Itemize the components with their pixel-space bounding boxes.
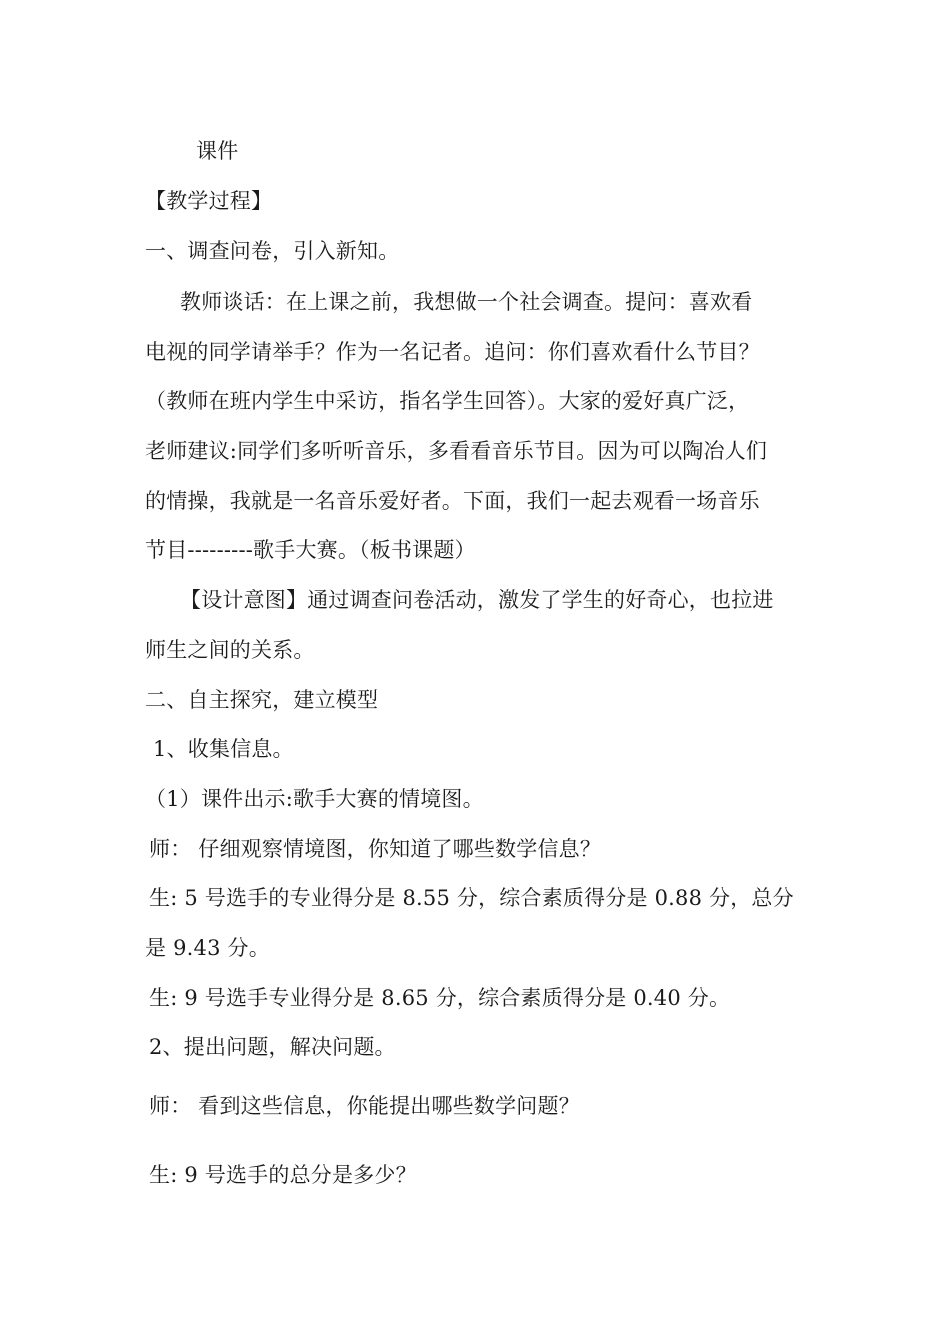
design-intent-line: 师生之间的关系。 [145, 638, 315, 662]
paragraph-line: （教师在班内学生中采访，指名学生回答）。大家的爱好真广泛， [145, 389, 750, 413]
dialogue-line-student: 生: 9 号选手的总分是多少？ [149, 1163, 417, 1187]
dialogue-line-teacher: 师： 仔细观察情境图，你知道了哪些数学信息？ [149, 837, 602, 861]
paragraph-line: 的情操，我就是一名音乐爱好者。下面，我们一起去观看一场音乐 [145, 489, 760, 513]
paragraph-line: 教师谈话：在上课之前，我想做一个社会调查。提问：喜欢看 [180, 290, 753, 314]
paragraph-line: 电视的同学请举手？作为一名记者。追问：你们喜欢看什么节目？ [145, 340, 760, 364]
paragraph-line: 节目---------歌手大赛。（板书课题） [145, 538, 476, 562]
dialogue-line-student: 生: 5 号选手的专业得分是 8.55 分，综合素质得分是 0.88 分，总分 [149, 886, 794, 910]
step-heading-ask-questions: 2、提出问题，解决问题。 [149, 1035, 396, 1059]
section-heading-part-one: 一、调查问卷，引入新知。 [145, 239, 400, 263]
design-intent-line: 【设计意图】通过调查问卷活动，激发了学生的好奇心，也拉进 [180, 588, 774, 612]
dialogue-line-teacher: 师： 看到这些信息，你能提出哪些数学问题？ [149, 1094, 580, 1118]
paragraph-line: 老师建议:同学们多听听音乐，多看看音乐节目。因为可以陶冶人们 [145, 439, 768, 463]
section-heading-part-two: 二、自主探究，建立模型 [145, 688, 379, 712]
courseware-label: 课件 [196, 139, 239, 163]
paragraph-line: （1）课件出示:歌手大赛的情境图。 [145, 787, 484, 811]
dialogue-line-continued: 是 9.43 分。 [145, 936, 270, 960]
step-heading-collect-info: 1、收集信息。 [153, 737, 294, 761]
section-heading-teaching-process: 【教学过程】 [145, 189, 273, 213]
dialogue-line-student: 生: 9 号选手专业得分是 8.65 分，综合素质得分是 0.40 分。 [149, 986, 731, 1010]
